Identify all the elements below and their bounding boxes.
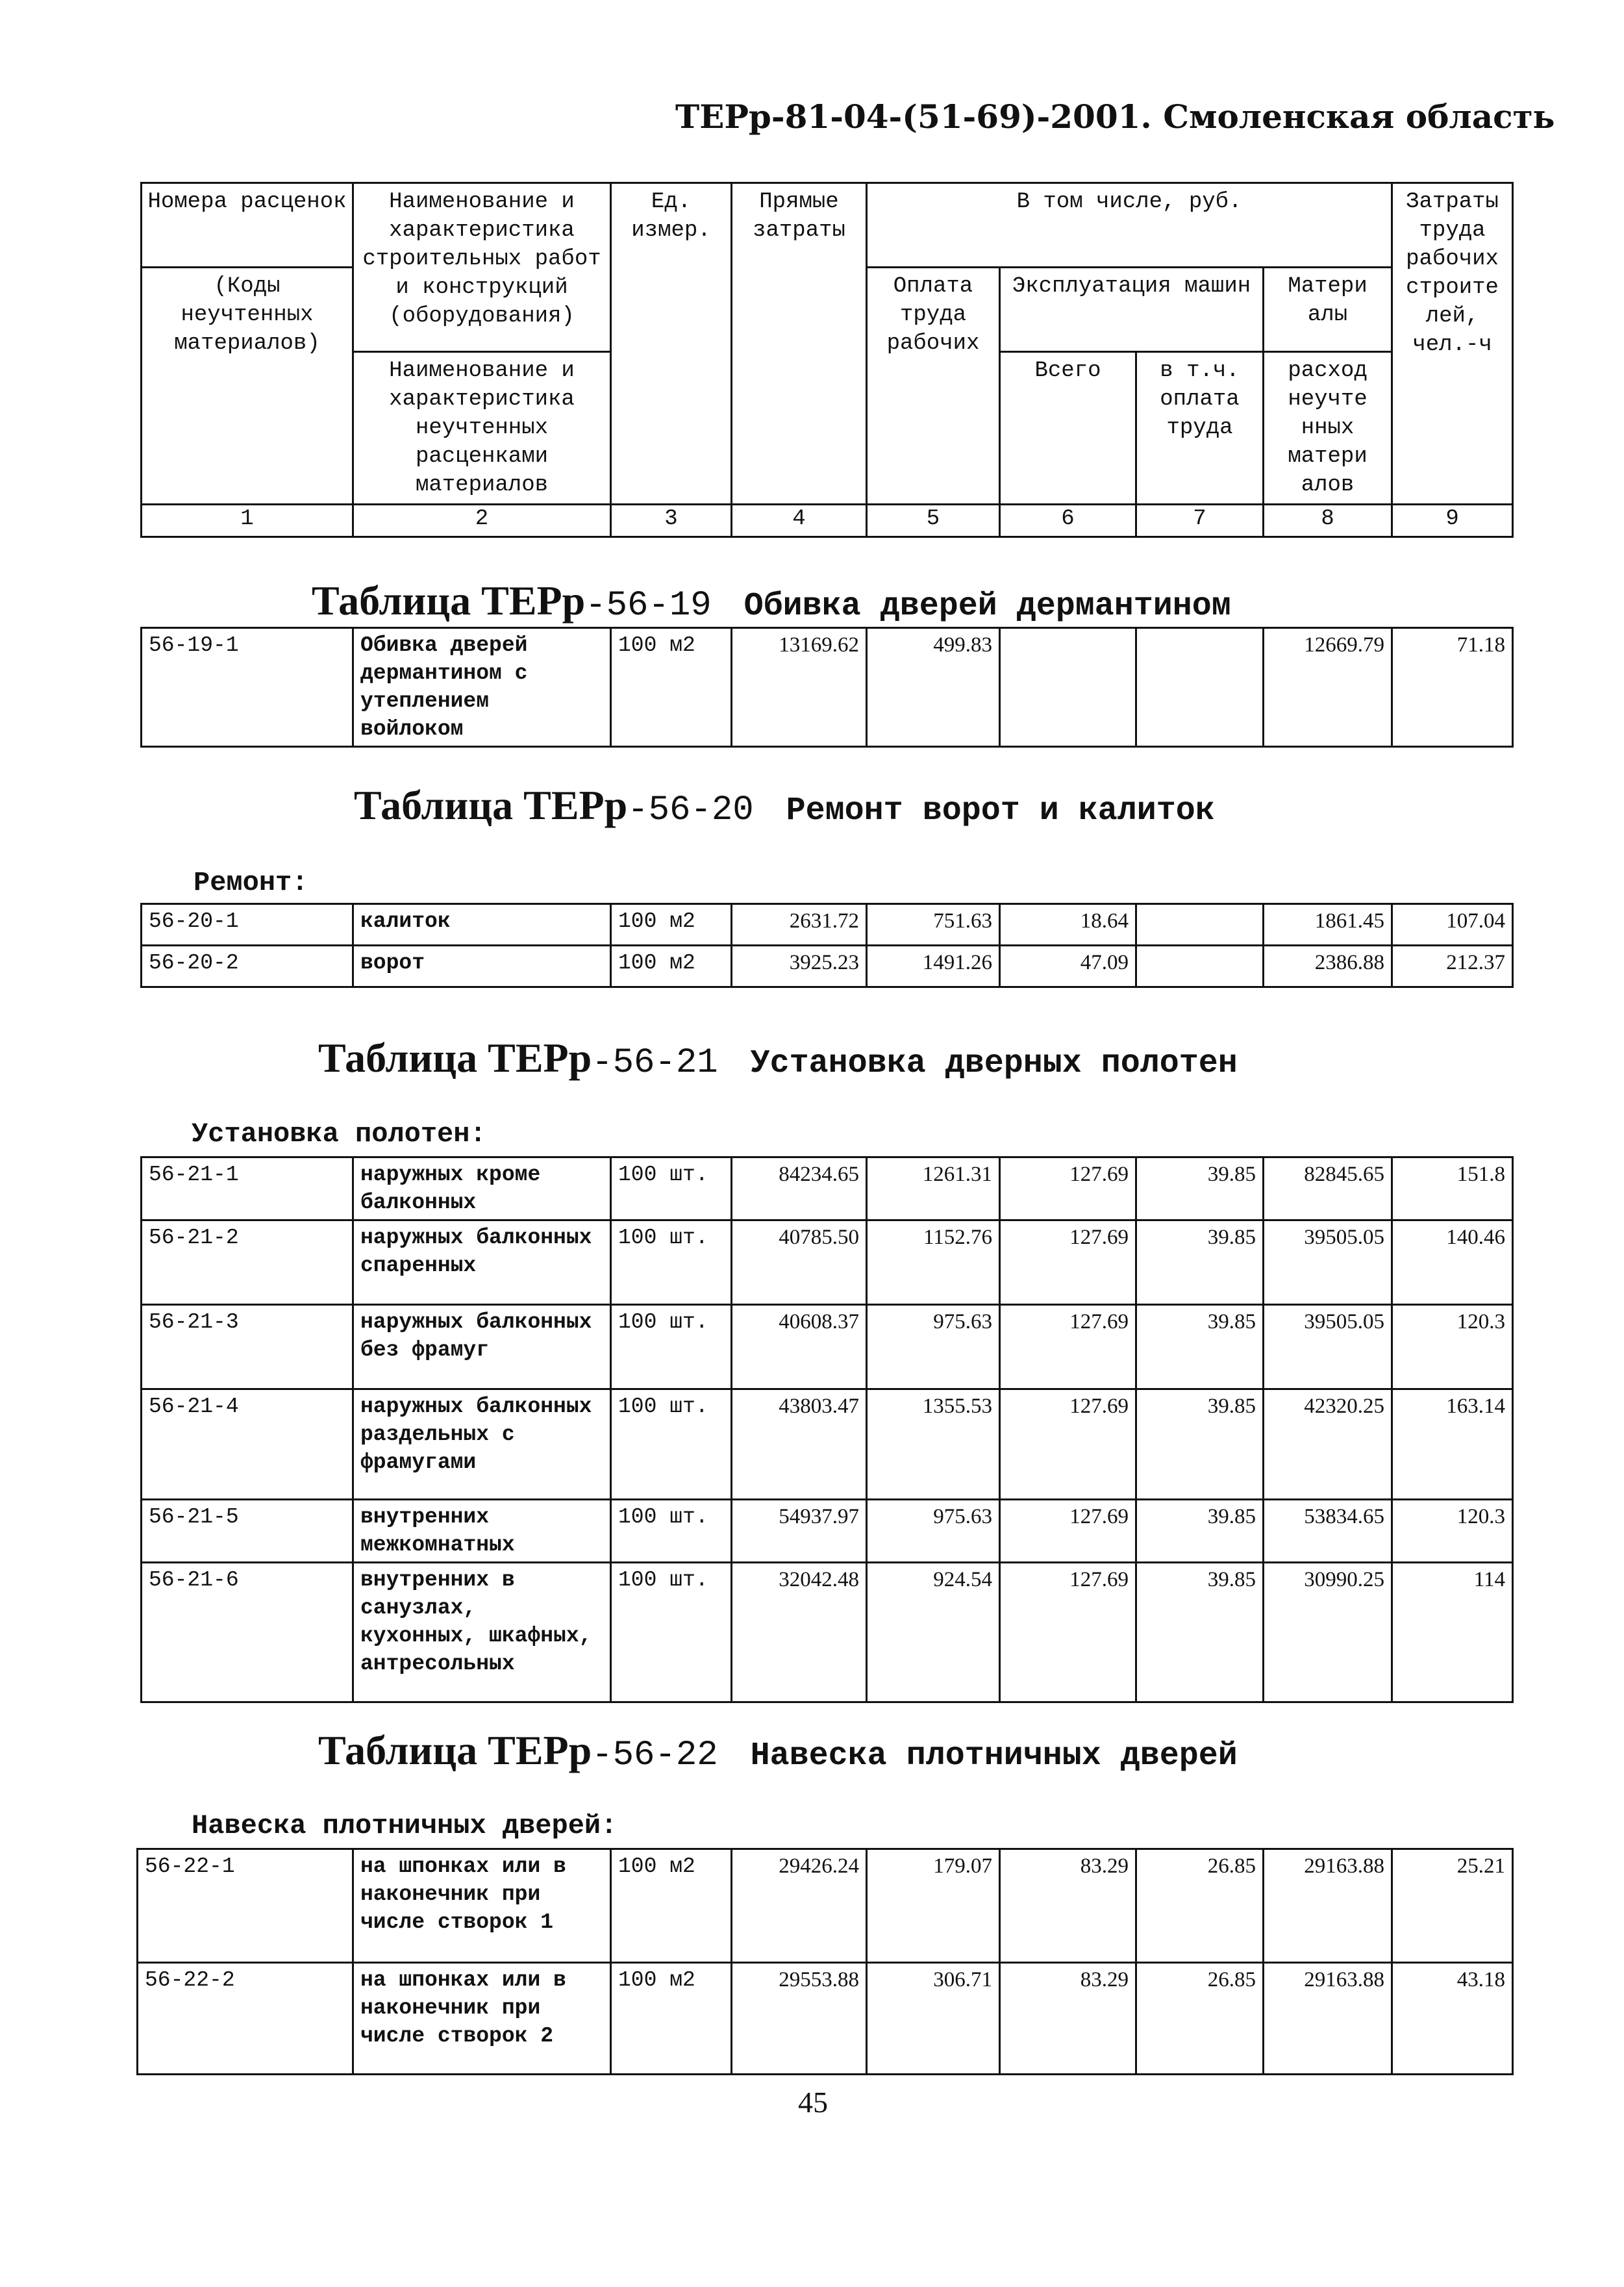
col-header-direct: Прямые затраты	[732, 183, 867, 505]
rate-unit: 100 м2	[611, 904, 732, 946]
labor-hours: 120.3	[1392, 1500, 1513, 1563]
machines-labor-cost: 39.85	[1136, 1220, 1264, 1305]
labor-hours: 212.37	[1392, 946, 1513, 987]
table-row	[142, 946, 1513, 987]
machines-cost: 127.69	[1000, 1389, 1136, 1500]
labor-hours: 43.18	[1392, 1963, 1513, 2075]
col-header-name: Наименование и характеристика строительных работ и конструкций (оборудования)	[353, 183, 611, 352]
rate-code: 56-21-6	[142, 1563, 353, 1702]
machines-cost: 127.69	[1000, 1220, 1136, 1305]
machines-labor-cost: 39.85	[1136, 1500, 1264, 1563]
col-header-including: В том числе, руб.	[867, 183, 1392, 268]
materials-cost: 39505.05	[1264, 1305, 1392, 1389]
direct-costs: 29426.24	[732, 1849, 867, 1963]
machines-cost: 127.69	[1000, 1500, 1136, 1563]
direct-costs: 40608.37	[732, 1305, 867, 1389]
direct-costs: 32042.48	[732, 1563, 867, 1702]
machines-cost: 83.29	[1000, 1963, 1136, 2075]
col-header-material-usage: расход неучте нных матери алов	[1264, 352, 1392, 505]
rates-table-56-19	[140, 627, 1514, 748]
labor-cost: 975.63	[867, 1500, 1000, 1563]
col-number: 8	[1264, 505, 1392, 537]
col-number: 7	[1136, 505, 1264, 537]
col-header-machines: Эксплуатация машин	[1000, 268, 1264, 352]
rates-table-56-22	[136, 1848, 1514, 2075]
rate-code: 56-22-1	[138, 1849, 353, 1963]
col-number: 4	[732, 505, 867, 537]
labor-cost: 179.07	[867, 1849, 1000, 1963]
materials-cost: 1861.45	[1264, 904, 1392, 946]
direct-costs: 13169.62	[732, 628, 867, 747]
table-label: Таблица ТЕРр	[354, 782, 628, 828]
rate-code: 56-21-4	[142, 1389, 353, 1500]
table-title	[354, 781, 1215, 830]
table-row	[142, 1157, 1513, 1220]
materials-cost: 29163.88	[1264, 1849, 1392, 1963]
table-subtitle: Навеска плотничных дверей:	[192, 1810, 618, 1841]
table-row	[138, 1849, 1513, 1963]
rate-unit: 100 шт.	[611, 1389, 732, 1500]
rate-unit: 100 м2	[611, 1849, 732, 1963]
col-header-codes: Номера расценок	[142, 183, 353, 268]
table-title	[318, 1726, 1238, 1775]
materials-cost: 2386.88	[1264, 946, 1392, 987]
labor-cost: 1491.26	[867, 946, 1000, 987]
direct-costs: 84234.65	[732, 1157, 867, 1220]
direct-costs: 3925.23	[732, 946, 867, 987]
materials-cost: 82845.65	[1264, 1157, 1392, 1220]
labor-hours: 120.3	[1392, 1305, 1513, 1389]
machines-cost: 83.29	[1000, 1849, 1136, 1963]
rate-code: 56-22-2	[138, 1963, 353, 2075]
col-header-machines-labor: в т.ч. оплата труда	[1136, 352, 1264, 505]
table-label: Таблица ТЕРр	[318, 1035, 592, 1081]
rate-code: 56-21-3	[142, 1305, 353, 1389]
table-subtitle: Установка полотен:	[192, 1118, 486, 1150]
rate-code: 56-20-2	[142, 946, 353, 987]
table-row	[142, 904, 1513, 946]
col-header-machines-total: Всего	[1000, 352, 1136, 505]
direct-costs: 2631.72	[732, 904, 867, 946]
rate-unit: 100 м2	[611, 1963, 732, 2075]
rate-unit: 100 шт.	[611, 1157, 732, 1220]
rate-name: наружных балконных раздельных с фрамугами	[353, 1389, 611, 1500]
table-row	[142, 1389, 1513, 1500]
machines-labor-cost: 39.85	[1136, 1305, 1264, 1389]
labor-hours: 114	[1392, 1563, 1513, 1702]
rate-code: 56-21-5	[142, 1500, 353, 1563]
rate-unit: 100 шт.	[611, 1220, 732, 1305]
table-label: Таблица ТЕРр	[312, 577, 586, 624]
col-header-materials: Матери алы	[1264, 268, 1392, 352]
labor-cost: 306.71	[867, 1963, 1000, 2075]
machines-labor-cost	[1136, 904, 1264, 946]
col-number: 9	[1392, 505, 1513, 537]
materials-cost: 12669.79	[1264, 628, 1392, 747]
table-number: -56-22	[592, 1736, 718, 1775]
table-number: -56-20	[627, 790, 754, 830]
labor-cost: 1261.31	[867, 1157, 1000, 1220]
direct-costs: 54937.97	[732, 1500, 867, 1563]
col-number: 6	[1000, 505, 1136, 537]
col-header-material-names: Наименование и характеристика неучтенных расценками материалов	[353, 352, 611, 505]
col-number: 1	[142, 505, 353, 537]
rate-unit: 100 шт.	[611, 1563, 732, 1702]
col-number: 2	[353, 505, 611, 537]
rate-code: 56-20-1	[142, 904, 353, 946]
rate-unit: 100 м2	[611, 946, 732, 987]
rate-unit: 100 шт.	[611, 1305, 732, 1389]
materials-cost: 53834.65	[1264, 1500, 1392, 1563]
rate-name: ворот	[353, 946, 611, 987]
direct-costs: 43803.47	[732, 1389, 867, 1500]
labor-cost: 1355.53	[867, 1389, 1000, 1500]
labor-hours: 140.46	[1392, 1220, 1513, 1305]
rate-name: калиток	[353, 904, 611, 946]
rate-name: на шпонках или в наконечник при числе створок 1	[353, 1849, 611, 1963]
machines-labor-cost: 26.85	[1136, 1849, 1264, 1963]
direct-costs: 29553.88	[732, 1963, 867, 2075]
rate-code: 56-21-2	[142, 1220, 353, 1305]
labor-cost: 924.54	[867, 1563, 1000, 1702]
table-number: -56-19	[585, 586, 712, 625]
column-header-table	[140, 182, 1514, 538]
table-number: -56-21	[592, 1043, 718, 1083]
table-subtitle: Ремонт:	[194, 867, 308, 898]
rate-name: на шпонках или в наконечник при числе створок 2	[353, 1963, 611, 2075]
machines-labor-cost	[1136, 628, 1264, 747]
materials-cost: 39505.05	[1264, 1220, 1392, 1305]
machines-cost: 127.69	[1000, 1157, 1136, 1220]
machines-labor-cost	[1136, 946, 1264, 987]
machines-labor-cost: 26.85	[1136, 1963, 1264, 2075]
rate-name: наружных балконных без фрамуг	[353, 1305, 611, 1389]
col-header-labor: Оплата труда рабочих	[867, 268, 1000, 505]
materials-cost: 30990.25	[1264, 1563, 1392, 1702]
labor-hours: 107.04	[1392, 904, 1513, 946]
table-label: Таблица ТЕРр	[318, 1727, 592, 1773]
labor-hours: 163.14	[1392, 1389, 1513, 1500]
rate-code: 56-19-1	[142, 628, 353, 747]
rate-name: внутренних в санузлах, кухонных, шкафных, антресольных	[353, 1563, 611, 1702]
col-number: 5	[867, 505, 1000, 537]
rate-name: внутренних межкомнатных	[353, 1500, 611, 1563]
col-header-unit: Ед. измер.	[611, 183, 732, 505]
table-name: Обивка дверей дермантином	[743, 588, 1231, 625]
rate-unit: 100 шт.	[611, 1500, 732, 1563]
machines-cost: 18.64	[1000, 904, 1136, 946]
table-row	[142, 1500, 1513, 1563]
rates-table-56-21	[140, 1156, 1514, 1703]
labor-hours: 151.8	[1392, 1157, 1513, 1220]
col-header-labor-hours: Затраты труда рабочих строите лей, чел.-ч	[1392, 183, 1513, 505]
machines-cost: 47.09	[1000, 946, 1136, 987]
table-title	[318, 1034, 1238, 1083]
rate-code: 56-21-1	[142, 1157, 353, 1220]
page-number: 45	[798, 2086, 828, 2119]
rate-unit: 100 м2	[611, 628, 732, 747]
table-name: Навеска плотничных дверей	[750, 1737, 1238, 1775]
col-header-material-codes: (Коды неучтенных материалов)	[142, 268, 353, 505]
labor-cost: 975.63	[867, 1305, 1000, 1389]
labor-cost: 1152.76	[867, 1220, 1000, 1305]
table-row	[138, 1963, 1513, 2075]
table-name: Ремонт ворот и калиток	[786, 792, 1215, 829]
machines-cost: 127.69	[1000, 1563, 1136, 1702]
table-title	[312, 577, 1231, 625]
materials-cost: 42320.25	[1264, 1389, 1392, 1500]
table-row	[142, 628, 1513, 747]
labor-hours: 25.21	[1392, 1849, 1513, 1963]
labor-cost: 499.83	[867, 628, 1000, 747]
materials-cost: 29163.88	[1264, 1963, 1392, 2075]
rate-name: Обивка дверей дермантином с утеплением войлоком	[353, 628, 611, 747]
col-number: 3	[611, 505, 732, 537]
machines-cost: 127.69	[1000, 1305, 1136, 1389]
direct-costs: 40785.50	[732, 1220, 867, 1305]
labor-cost: 751.63	[867, 904, 1000, 946]
page-header: ТЕРр-81-04-(51-69)-2001. Смоленская область	[675, 97, 1555, 136]
labor-hours: 71.18	[1392, 628, 1513, 747]
rate-name: наружных кроме балконных	[353, 1157, 611, 1220]
rate-name: наружных балконных спаренных	[353, 1220, 611, 1305]
table-row	[142, 1563, 1513, 1702]
machines-cost	[1000, 628, 1136, 747]
machines-labor-cost: 39.85	[1136, 1157, 1264, 1220]
table-row	[142, 1305, 1513, 1389]
table-row	[142, 1220, 1513, 1305]
machines-labor-cost: 39.85	[1136, 1389, 1264, 1500]
machines-labor-cost: 39.85	[1136, 1563, 1264, 1702]
rates-table-56-20	[140, 903, 1514, 988]
table-name: Установка дверных полотен	[750, 1045, 1238, 1082]
